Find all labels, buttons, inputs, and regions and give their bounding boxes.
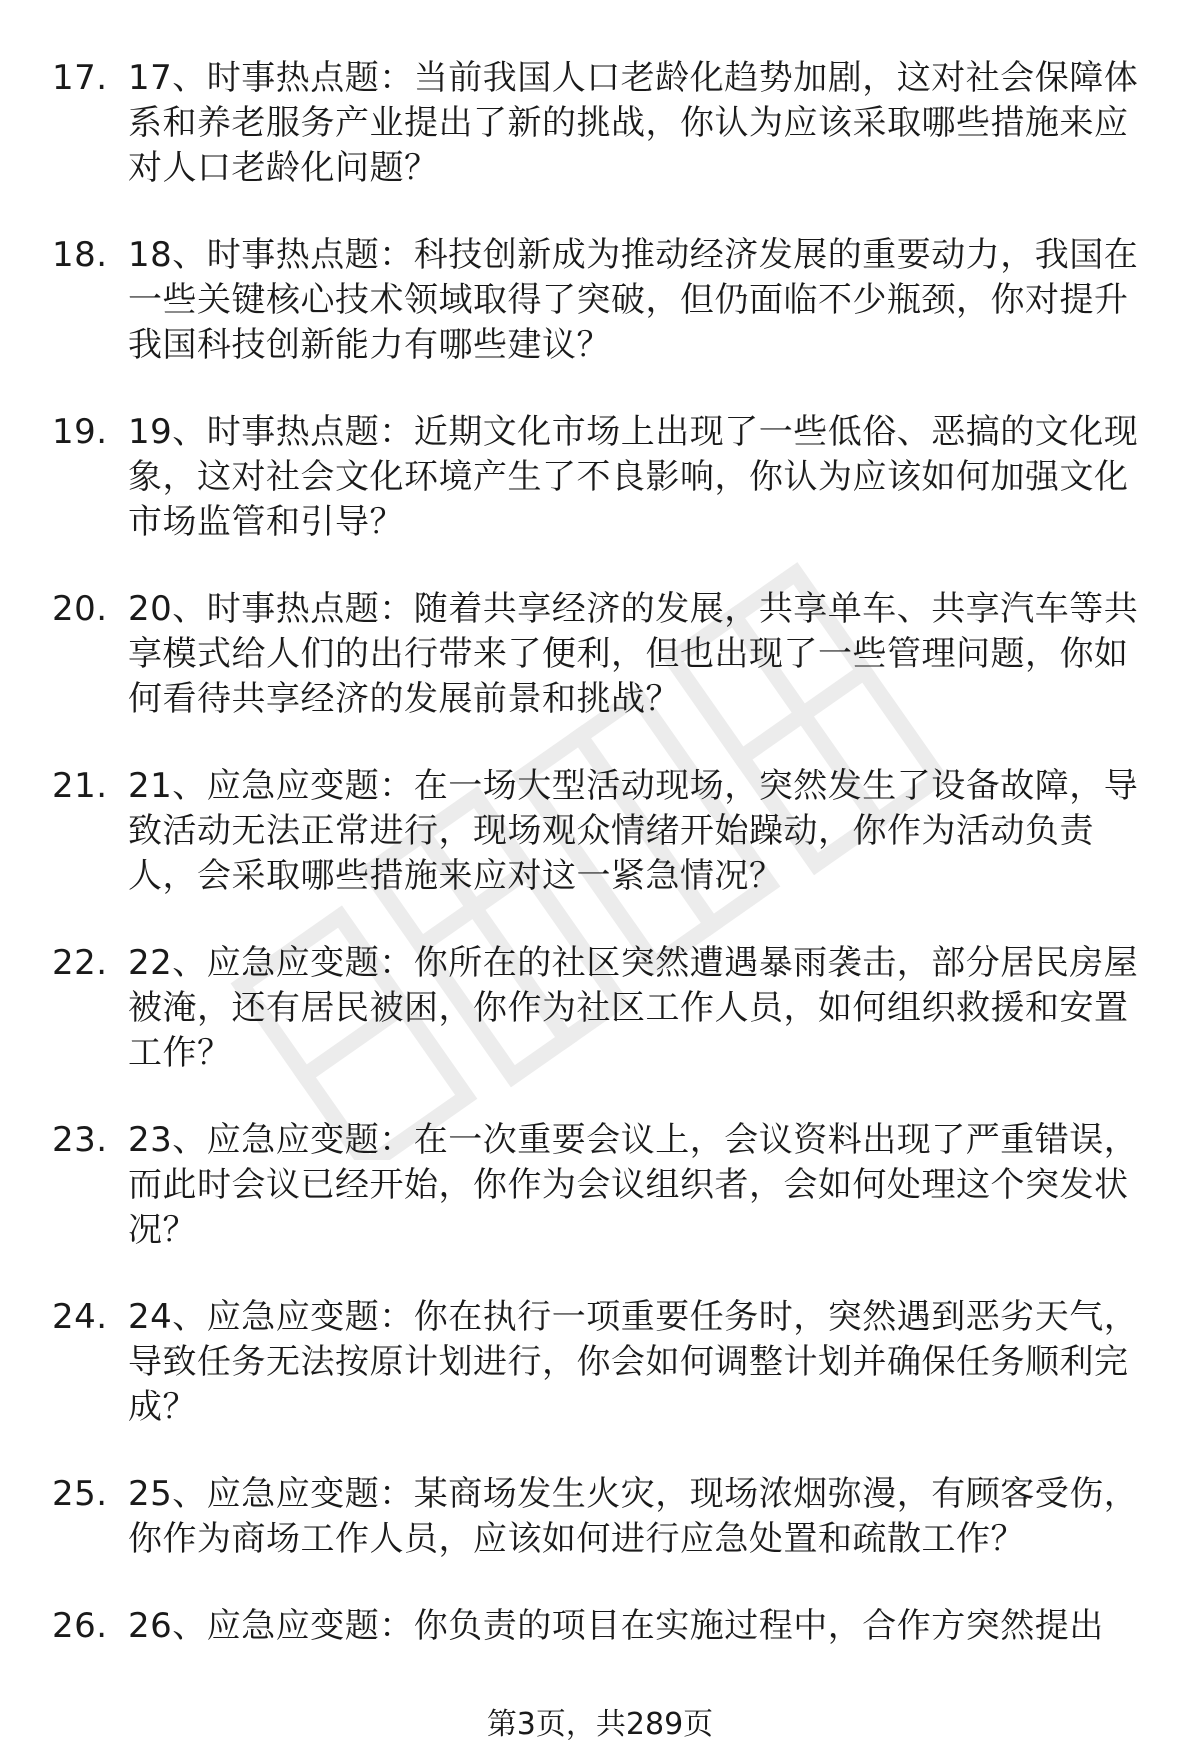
- list-item: [52, 1118, 1152, 1253]
- list-number: 20.: [52, 589, 108, 629]
- list-number: 23.: [52, 1120, 108, 1160]
- list-item: [52, 1472, 1152, 1562]
- list-item: [52, 1295, 1152, 1430]
- question-text: 20、时事热点题：随着共享经济的发展，共享单车、共享汽车等共享模式给人们的出行带来了便利，但也出现了一些管理问题，你如何看待共享经济的发展前景和挑战？: [128, 589, 1139, 719]
- list-number: 17.: [52, 58, 108, 98]
- question-text: 24、应急应变题：你在执行一项重要任务时，突然遇到恶劣天气，导致任务无法按原计划进行，你会如何调整计划并确保任务顺利完成？: [128, 1297, 1139, 1427]
- question-list: [52, 56, 1152, 1691]
- list-number: 19.: [52, 412, 108, 452]
- list-number: 25.: [52, 1474, 108, 1514]
- list-item: [52, 941, 1152, 1076]
- question-text: 23、应急应变题：在一次重要会议上，会议资料出现了严重错误，而此时会议已经开始，你作为会议组织者，会如何处理这个突发状况？: [128, 1120, 1139, 1250]
- list-number: 21.: [52, 766, 108, 806]
- list-item: [52, 410, 1152, 545]
- list-number: 18.: [52, 235, 108, 275]
- question-text: 25、应急应变题：某商场发生火灾，现场浓烟弥漫，有顾客受伤，你作为商场工作人员，应该如何进行应急处置和疏散工作？: [128, 1474, 1139, 1559]
- list-number: 24.: [52, 1297, 108, 1337]
- list-item: [52, 1604, 1152, 1649]
- question-text: 17、时事热点题：当前我国人口老龄化趋势加剧，这对社会保障体系和养老服务产业提出了新的挑战，你认为应该采取哪些措施来应对人口老龄化问题？: [128, 58, 1139, 188]
- question-text: 19、时事热点题：近期文化市场上出现了一些低俗、恶搞的文化现象，这对社会文化环境产生了不良影响，你认为应该如何加强文化市场监管和引导？: [128, 412, 1139, 542]
- question-text: 18、时事热点题：科技创新成为推动经济发展的重要动力，我国在一些关键核心技术领域取得了突破，但仍面临不少瓶颈，你对提升我国科技创新能力有哪些建议？: [128, 235, 1139, 365]
- question-text: 21、应急应变题：在一场大型活动现场，突然发生了设备故障，导致活动无法正常进行，现场观众情绪开始躁动，你作为活动负责人，会采取哪些措施来应对这一紧急情况？: [128, 766, 1139, 896]
- list-item: [52, 56, 1152, 191]
- list-number: 22.: [52, 943, 108, 983]
- list-number: 26.: [52, 1606, 108, 1646]
- question-text: 26、应急应变题：你负责的项目在实施过程中，合作方突然提出: [128, 1606, 1104, 1646]
- question-text: 22、应急应变题：你所在的社区突然遭遇暴雨袭击，部分居民房屋被淹，还有居民被困，你作为社区工作人员，如何组织救援和安置工作？: [128, 943, 1139, 1073]
- list-item: [52, 764, 1152, 899]
- list-item: [52, 587, 1152, 722]
- list-item: [52, 233, 1152, 368]
- page-footer: 第3页，共289页: [486, 1707, 714, 1742]
